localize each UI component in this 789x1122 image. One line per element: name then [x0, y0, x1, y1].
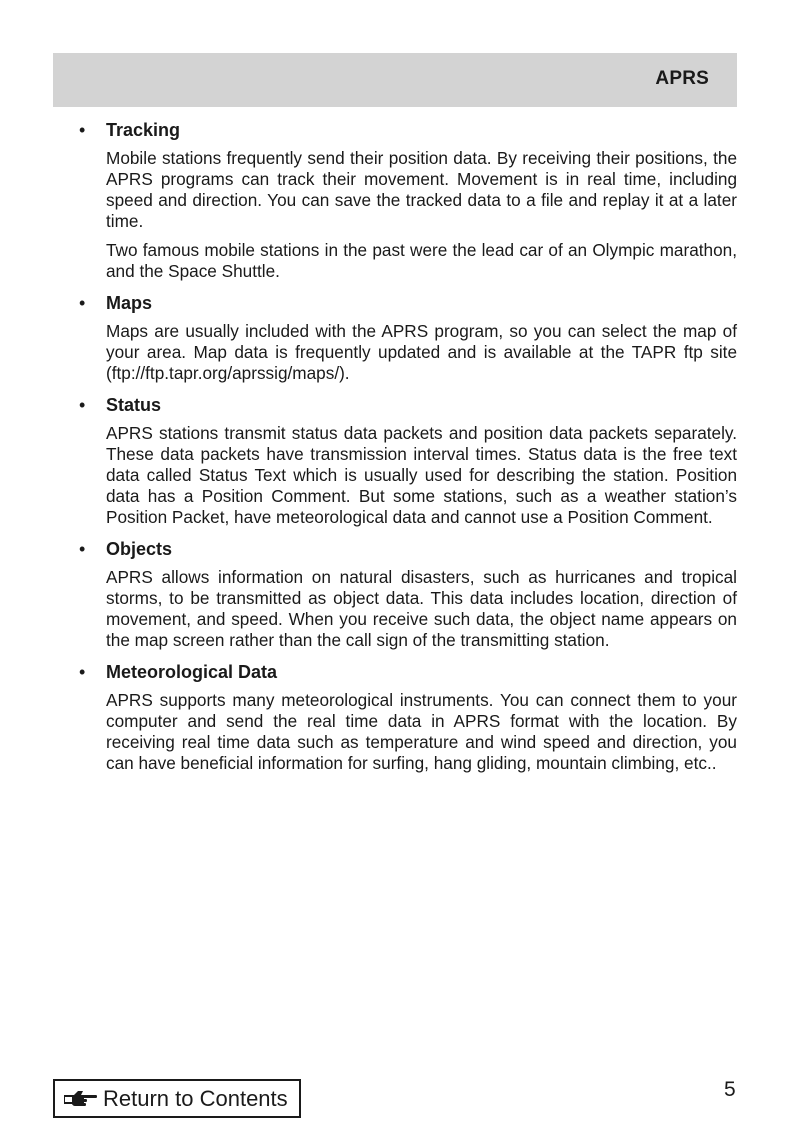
section-title: Status	[106, 395, 162, 415]
section-objects	[79, 536, 737, 651]
page-header	[53, 53, 737, 107]
section-tracking	[79, 117, 737, 282]
paragraph: Two famous mobile stations in the past were the lead car of an Olympic marathon, and the Space Shuttle.	[106, 240, 737, 281]
paragraph: APRS stations transmit status data packets and position data packets separately. These data packets have transmission interval times. Status data is the free text data called Status Text which is usually used for describing the station. Position data has a Position Comment. But some stations, such as a weather station’s Position Packet, have meteorological data and cannot use a Position Comment.	[106, 423, 737, 527]
section-title: Maps	[106, 293, 153, 313]
return-label: Return to Contents	[103, 1086, 288, 1111]
section-meteorological-data	[79, 659, 737, 774]
bullet-icon: •	[79, 120, 86, 140]
section-title: Objects	[106, 539, 173, 559]
paragraph: Maps are usually included with the APRS program, so you can select the map of your area. Map data is frequently updated and is available at the TAPR ftp site (ftp://ftp.tapr.org/aprssig/maps/).	[106, 321, 737, 383]
paragraph: APRS allows information on natural disasters, such as hurricanes and tropical storms, to be transmitted as object data. This data includes location, direction of movement, and speed. When you receive such data, the object name appears on the map screen rather than the call sign of the transmitting station.	[106, 567, 737, 650]
section-heading	[79, 659, 737, 685]
bullet-icon: •	[79, 662, 86, 682]
section-heading	[79, 117, 737, 143]
section-heading	[79, 290, 737, 316]
bullet-icon: •	[79, 395, 86, 415]
paragraph: APRS supports many meteorological instruments. You can connect them to your computer and send the real time data in APRS format with the location. By receiving real time data such as temperature and wind speed and direction, you can have beneficial information for surfing, hang gliding, mountain climbing, etc..	[106, 690, 737, 773]
page-number: 5	[724, 1078, 736, 1101]
section-title: Meteorological Data	[106, 662, 278, 682]
header-title: APRS	[655, 68, 709, 89]
paragraph: Mobile stations frequently send their position data. By receiving their positions, the APRS programs can track their movement. Movement is in real time, including speed and direction. You can save the tracked data to a file and replay it at a later time.	[106, 148, 737, 231]
return-to-contents-button[interactable]	[53, 1079, 301, 1118]
section-maps	[79, 290, 737, 384]
pointing-hand-icon	[63, 1089, 97, 1109]
section-status	[79, 392, 737, 528]
section-heading	[79, 536, 737, 562]
section-title: Tracking	[106, 120, 181, 140]
main-content	[79, 117, 737, 782]
section-heading	[79, 392, 737, 418]
bullet-icon: •	[79, 539, 86, 559]
bullet-icon: •	[79, 293, 86, 313]
